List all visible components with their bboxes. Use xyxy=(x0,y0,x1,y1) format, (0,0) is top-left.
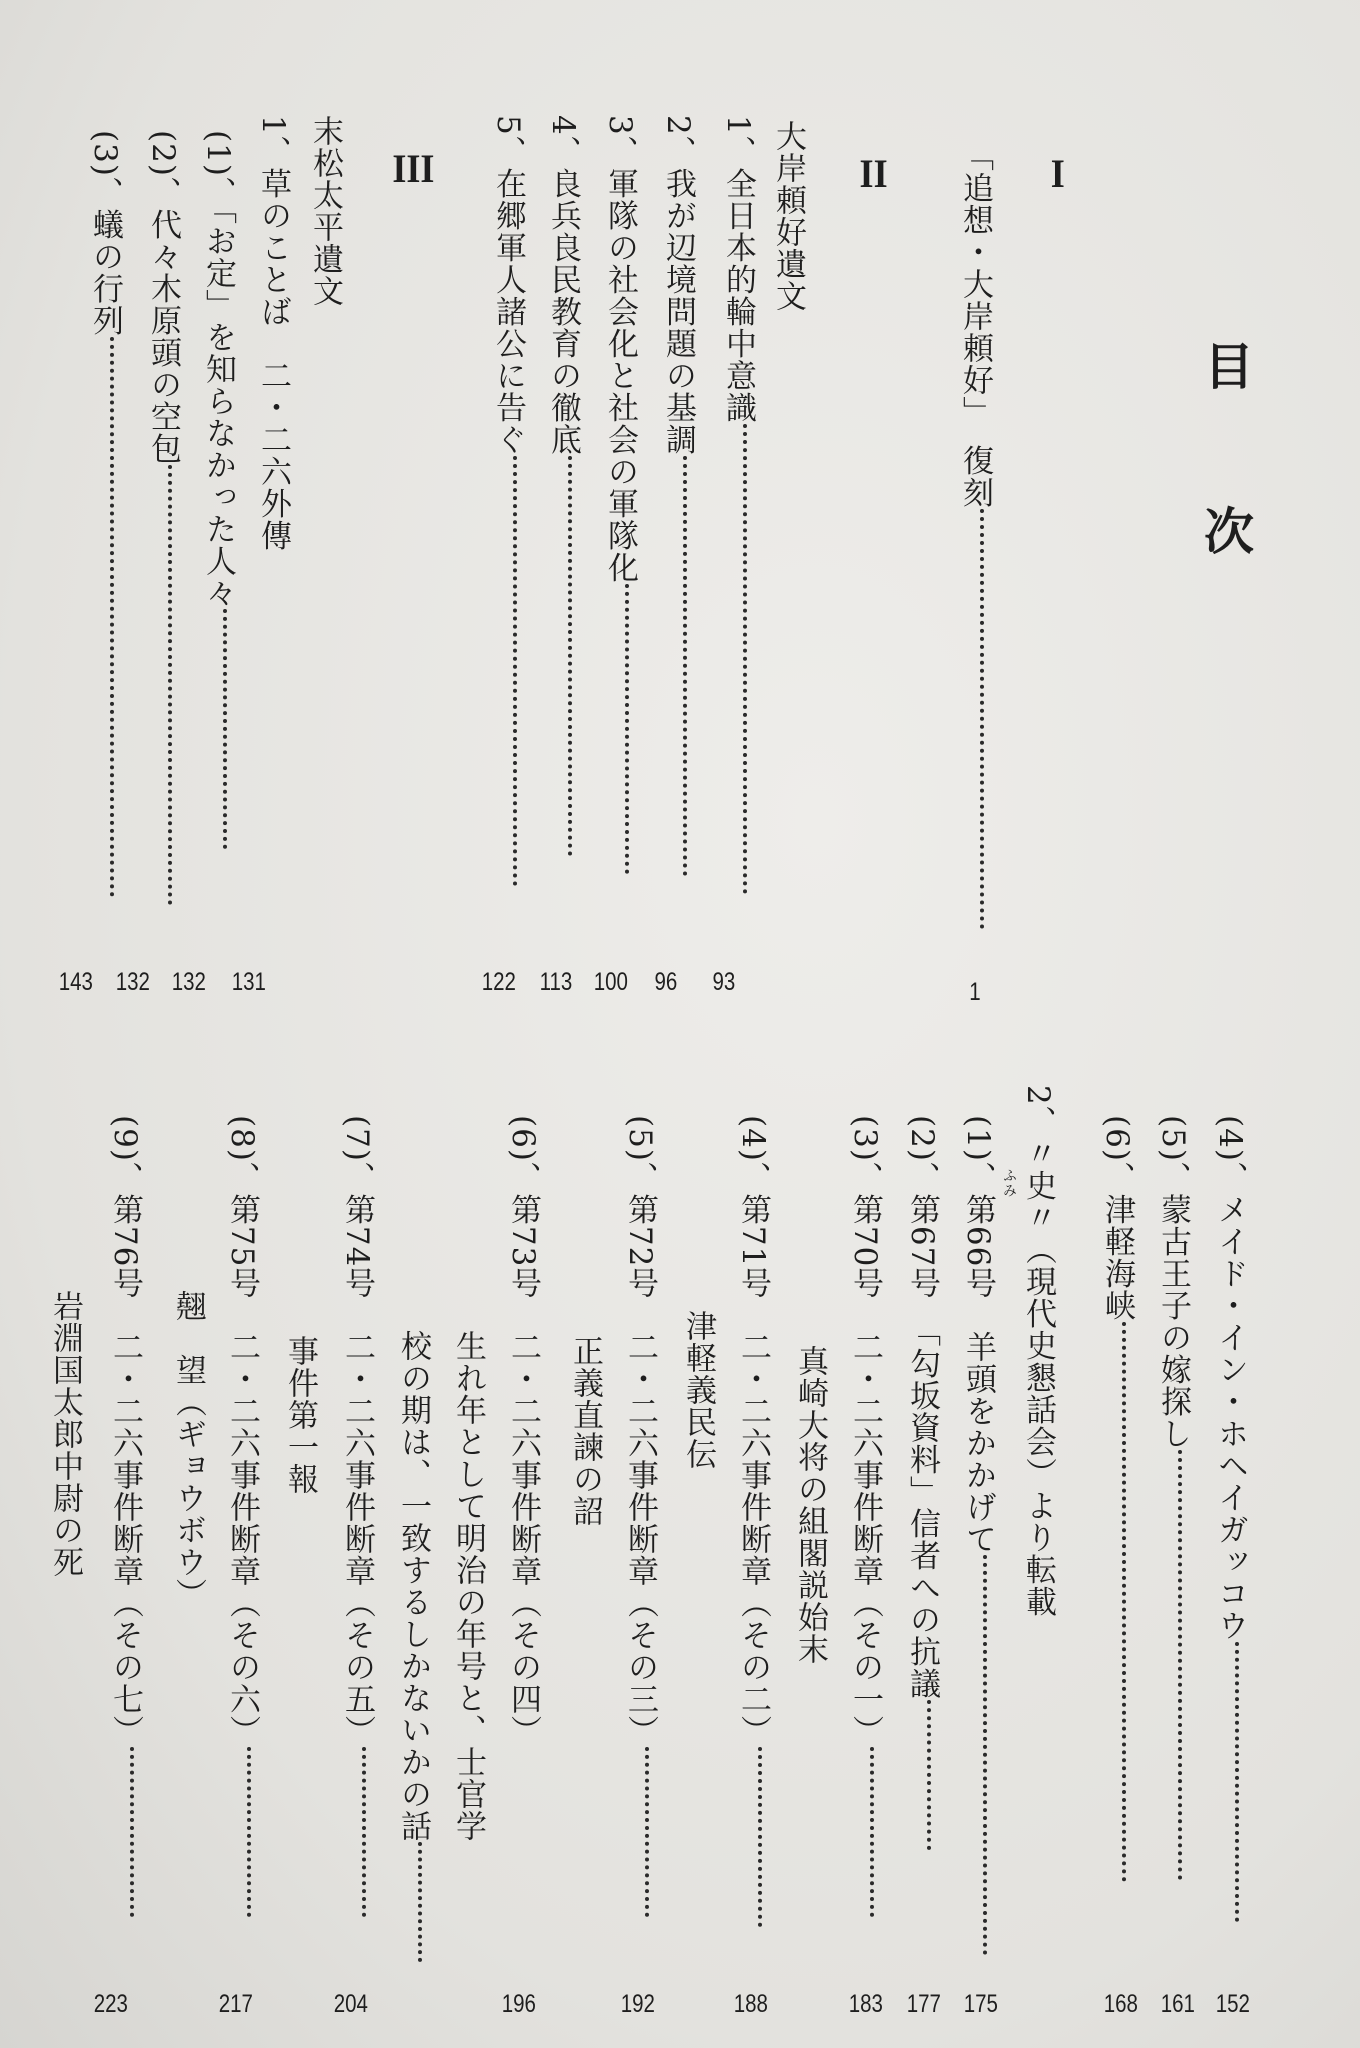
leader-dots xyxy=(1178,1450,1186,1880)
entry-title: (4)、メイド・イン・ホヘイガッコウ xyxy=(1212,1115,1248,1642)
section-heading: 末松太平遺文 xyxy=(307,115,343,307)
title-char-1: 目 xyxy=(1196,340,1255,391)
page-number: 168 xyxy=(1103,1990,1138,2018)
leader-dots xyxy=(110,337,118,897)
entry-title: (2)、代々木原頭の空包 xyxy=(145,130,181,465)
entry-title: 2、我が辺境問題の基調 xyxy=(660,115,696,456)
page-title-2 xyxy=(1195,505,1255,556)
leader-dots xyxy=(625,584,633,874)
leader-dots xyxy=(983,1555,991,1955)
toc-entry xyxy=(198,130,239,849)
page-number: 196 xyxy=(501,1990,536,2018)
entry-subtitle: 真崎大将の組閣説始末 xyxy=(792,1345,828,1665)
toc-entry xyxy=(600,115,641,874)
toc-entry xyxy=(337,1115,378,1917)
page-number: 177 xyxy=(906,1990,941,2018)
toc-entry xyxy=(488,115,529,886)
page-number: 122 xyxy=(481,968,516,996)
toc-entry xyxy=(143,130,184,905)
leader-dots xyxy=(418,1842,426,1962)
entry-title: 校の期は、一致するしかないかの話 xyxy=(395,1330,431,1842)
page-number: 100 xyxy=(593,968,628,996)
page-title xyxy=(1195,340,1255,391)
leader-dots xyxy=(743,424,751,894)
entry-subtitle: 正義直諫の詔 xyxy=(567,1335,603,1527)
entry-title: 5、在郷軍人諸公に告ぐ xyxy=(490,115,526,456)
page-number: 223 xyxy=(93,1990,128,2018)
entry-subtitle: 生れ年として明治の年号と、士官学 xyxy=(450,1330,486,1842)
toc-entry xyxy=(1210,1115,1251,1922)
page-number: 183 xyxy=(848,1990,883,2018)
toc-entry xyxy=(845,1115,886,1917)
entry-subtitle-cont xyxy=(393,1330,434,1962)
toc-entry xyxy=(733,1115,774,1927)
toc-entry xyxy=(1153,1115,1194,1880)
entry-title: (1)、「お定」を知らなかった人々 xyxy=(200,130,236,610)
ruby-annotation: ふみ xyxy=(1001,1168,1017,1198)
toc-entry xyxy=(955,140,996,929)
entry-title: (6)、津軽海峡 xyxy=(1099,1115,1135,1322)
page-number: 131 xyxy=(231,968,266,996)
entry-title: (5)、第72号 二・二六事件断章（その三） xyxy=(622,1115,658,1748)
toc-entry xyxy=(105,1115,146,1917)
leader-dots xyxy=(927,1700,935,1850)
leader-dots xyxy=(683,456,691,876)
section-heading: 大岸頼好遺文 xyxy=(770,120,806,312)
subsection-heading xyxy=(253,115,293,552)
entry-title: (9)、第76号 二・二六事件断章（その七） xyxy=(107,1115,143,1748)
entry-title: 「追想・大岸頼好」 復刻 xyxy=(957,140,993,509)
page-number: 175 xyxy=(963,1990,998,2018)
page-number: 132 xyxy=(115,968,150,996)
page-number: 192 xyxy=(620,1990,655,2018)
entry-title: (2)、第67号 「勾坂資料」信者への抗議 xyxy=(904,1115,940,1700)
entry-title: (5)、蒙古王子の嫁探し xyxy=(1155,1115,1191,1450)
page-number: 152 xyxy=(1215,1990,1250,2018)
part-2-numeral: II xyxy=(859,151,888,196)
part-1-numeral: I xyxy=(1050,151,1065,196)
leader-dots xyxy=(568,456,576,856)
entry-title: 2、〃史〃（現代史懇話会）より転載 xyxy=(1020,1085,1056,1618)
toc-entry xyxy=(718,115,759,894)
page-number: 217 xyxy=(218,1990,253,2018)
entry-title: (1)、第66号 羊頭をかかげて xyxy=(960,1115,996,1556)
toc-entry xyxy=(620,1115,661,1917)
leader-dots xyxy=(362,1747,370,1917)
part-3-numeral: III xyxy=(392,146,435,191)
page-number: 1 xyxy=(969,978,981,1006)
page-number: 204 xyxy=(333,1990,368,2018)
toc-entry xyxy=(543,115,584,856)
page-number: 96 xyxy=(654,968,678,996)
page-number: 143 xyxy=(58,968,93,996)
leader-dots xyxy=(645,1747,653,1917)
entry-title: 3、軍隊の社会化と社会の軍隊化 xyxy=(602,115,638,584)
entry-subtitle: 翹 望（ギョウボウ） xyxy=(170,1290,206,1610)
entry-title: (8)、第75号 二・二六事件断章（その六） xyxy=(224,1115,260,1748)
leader-dots xyxy=(758,1747,766,1927)
leader-dots xyxy=(870,1747,878,1917)
toc-entry xyxy=(503,1115,543,1747)
entry-title: 1、草のことば 二・二六外傳 xyxy=(255,115,291,552)
title-char-2: 次 xyxy=(1196,505,1255,556)
entry-subtitle: 岩淵国太郎中尉の死 xyxy=(47,1290,83,1578)
toc-entry xyxy=(958,1115,999,1955)
entry-title: (6)、第73号 二・二六事件断章（その四） xyxy=(505,1115,541,1748)
entry-title: 1、全日本的輪中意識 xyxy=(720,115,756,424)
leader-dots xyxy=(223,609,231,849)
entry-title: (3)、蟻の行列 xyxy=(87,130,123,337)
leader-dots xyxy=(168,465,176,905)
subsection-heading xyxy=(1018,1085,1058,1618)
page-number: 132 xyxy=(171,968,206,996)
leader-dots xyxy=(1122,1322,1130,1882)
toc-entry xyxy=(658,115,699,876)
leader-dots xyxy=(247,1747,255,1917)
page-number: 113 xyxy=(539,968,573,996)
leader-dots xyxy=(980,509,988,929)
toc-entry xyxy=(902,1115,943,1850)
entry-subtitle: 事件第一報 xyxy=(282,1335,318,1495)
entry-title: (4)、第71号 二・二六事件断章（その二） xyxy=(735,1115,771,1748)
entry-subtitle: 津軽義民伝 xyxy=(680,1310,716,1470)
page-number: 161 xyxy=(1160,1990,1195,2018)
leader-dots xyxy=(513,456,521,886)
toc-entry xyxy=(1097,1115,1138,1882)
toc-entry xyxy=(85,130,126,897)
page-number: 93 xyxy=(712,968,736,996)
leader-dots xyxy=(130,1747,138,1917)
toc-entry xyxy=(222,1115,263,1917)
entry-title: (7)、第74号 二・二六事件断章（その五） xyxy=(339,1115,375,1748)
entry-title: (3)、第70号 二・二六事件断章（その一） xyxy=(847,1115,883,1748)
page-number: 188 xyxy=(733,1990,768,2018)
entry-title: 4、良兵良民教育の徹底 xyxy=(545,115,581,456)
leader-dots xyxy=(1235,1642,1243,1922)
